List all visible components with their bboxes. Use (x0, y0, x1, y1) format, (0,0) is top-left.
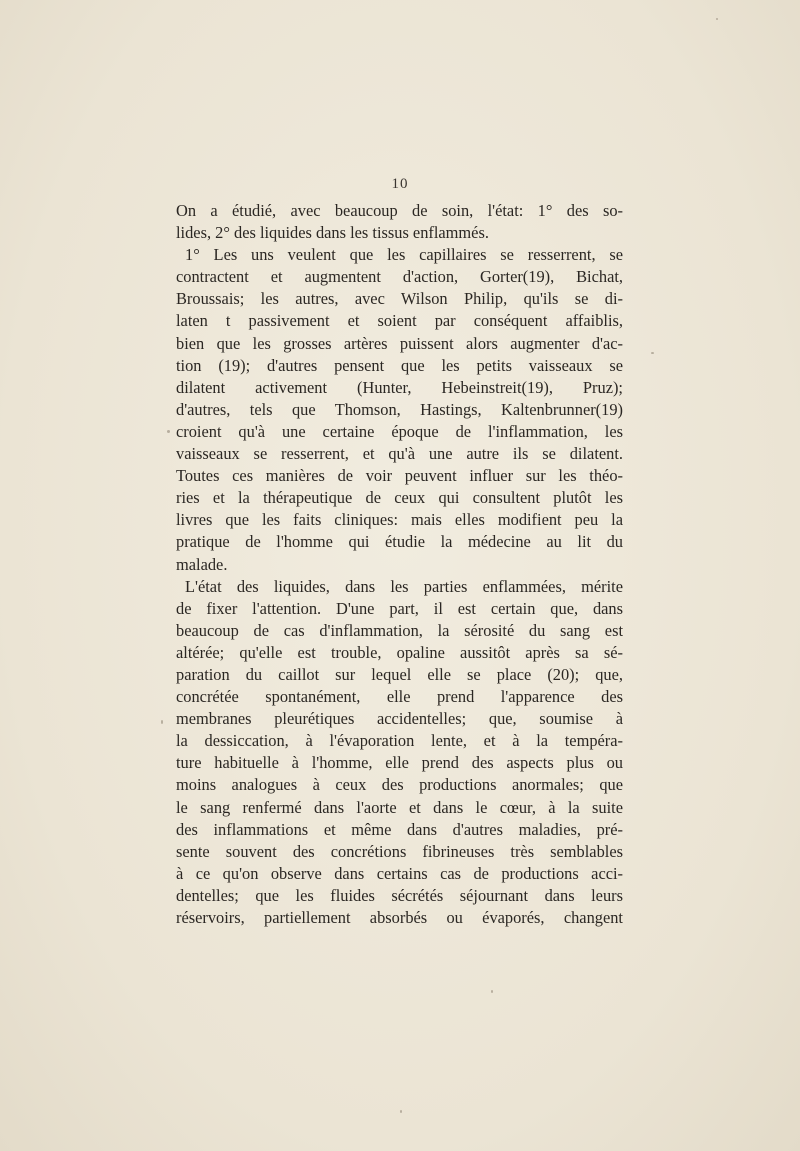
paper-speck (716, 18, 718, 20)
text-line: Toutes ces manières de voir peuvent influer sur les théo- (176, 466, 623, 486)
page-number: 10 (391, 176, 409, 192)
text-line: pratique de l'homme qui étudie la médecine au lit du (176, 532, 623, 552)
text-line: bien que les grosses artères puissent alors augmenter d'ac- (176, 333, 623, 353)
text-line: d'autres, tels que Thomson, Hastings, Kaltenbrunner(19) (176, 399, 623, 419)
text-line: réservoirs, partiellement absorbés ou évaporés, changent (176, 908, 623, 927)
text-line: On a étudié, avec beaucoup de soin, l'état: 1° des so- (176, 201, 623, 220)
text-line: laten t passivement et soient par conséquent affaiblis, (176, 311, 623, 331)
text-line: à ce qu'on observe dans certains cas de productions acci- (176, 863, 623, 883)
text-line: paration du caillot sur lequel elle se place (20); que, (176, 664, 623, 684)
paper-speck (651, 352, 654, 354)
text-line: moins analogues à ceux des productions anormales; que (176, 775, 623, 795)
text-line: membranes pleurétiques accidentelles; que, soumise à (176, 709, 623, 729)
paper-speck (400, 1110, 402, 1113)
text-line: croient qu'à une certaine époque de l'inflammation, les (176, 421, 623, 441)
text-line: sente souvent des concrétions fibrineuses très semblables (176, 841, 623, 861)
text-line: L'état des liquides, dans les parties enflammées, mérite (185, 576, 623, 596)
text-line: ture habituelle à l'homme, elle prend des aspects plus ou (176, 753, 623, 773)
text-line: vaisseaux se resserrent, et qu'à une autre ils se dilatent. (176, 444, 623, 464)
text-line: de fixer l'attention. D'une part, il est certain que, dans (176, 598, 623, 618)
text-line: concrétée spontanément, elle prend l'apparence des (176, 687, 623, 707)
text-line: Broussais; les autres, avec Wilson Philip, qu'ils se di- (176, 289, 623, 309)
text-line: altérée; qu'elle est trouble, opaline aussitôt après sa sé- (176, 642, 623, 662)
text-line: malade. (176, 554, 228, 574)
text-line: livres que les faits cliniques: mais elles modifient peu la (176, 510, 623, 530)
paper-speck (491, 990, 493, 993)
text-line: lides, 2° des liquides dans les tissus enflammés. (176, 223, 489, 243)
text-line: ries et la thérapeutique de ceux qui consultent plutôt les (176, 488, 623, 508)
text-line: dentelles; que les fluides sécrétés séjournant dans leurs (176, 885, 623, 905)
text-line: des inflammations et même dans d'autres maladies, pré- (176, 819, 623, 839)
text-line: tion (19); d'autres pensent que les petits vaisseaux se (176, 355, 623, 375)
paper-speck (161, 720, 163, 724)
text-line: le sang renfermé dans l'aorte et dans le cœur, à la suite (176, 797, 623, 817)
text-line: beaucoup de cas d'inflammation, la sérosité du sang est (176, 620, 623, 640)
text-line: 1° Les uns veulent que les capillaires se resserrent, se (185, 245, 623, 265)
body-text (176, 200, 623, 929)
text-line: contractent et augmentent d'action, Gorter(19), Bichat, (176, 267, 623, 287)
paper-speck (167, 430, 170, 433)
text-line: la dessiccation, à l'évaporation lente, et à la tempéra- (176, 731, 623, 751)
text-line: dilatent activement (Hunter, Hebeinstreit(19), Pruz); (176, 377, 623, 397)
